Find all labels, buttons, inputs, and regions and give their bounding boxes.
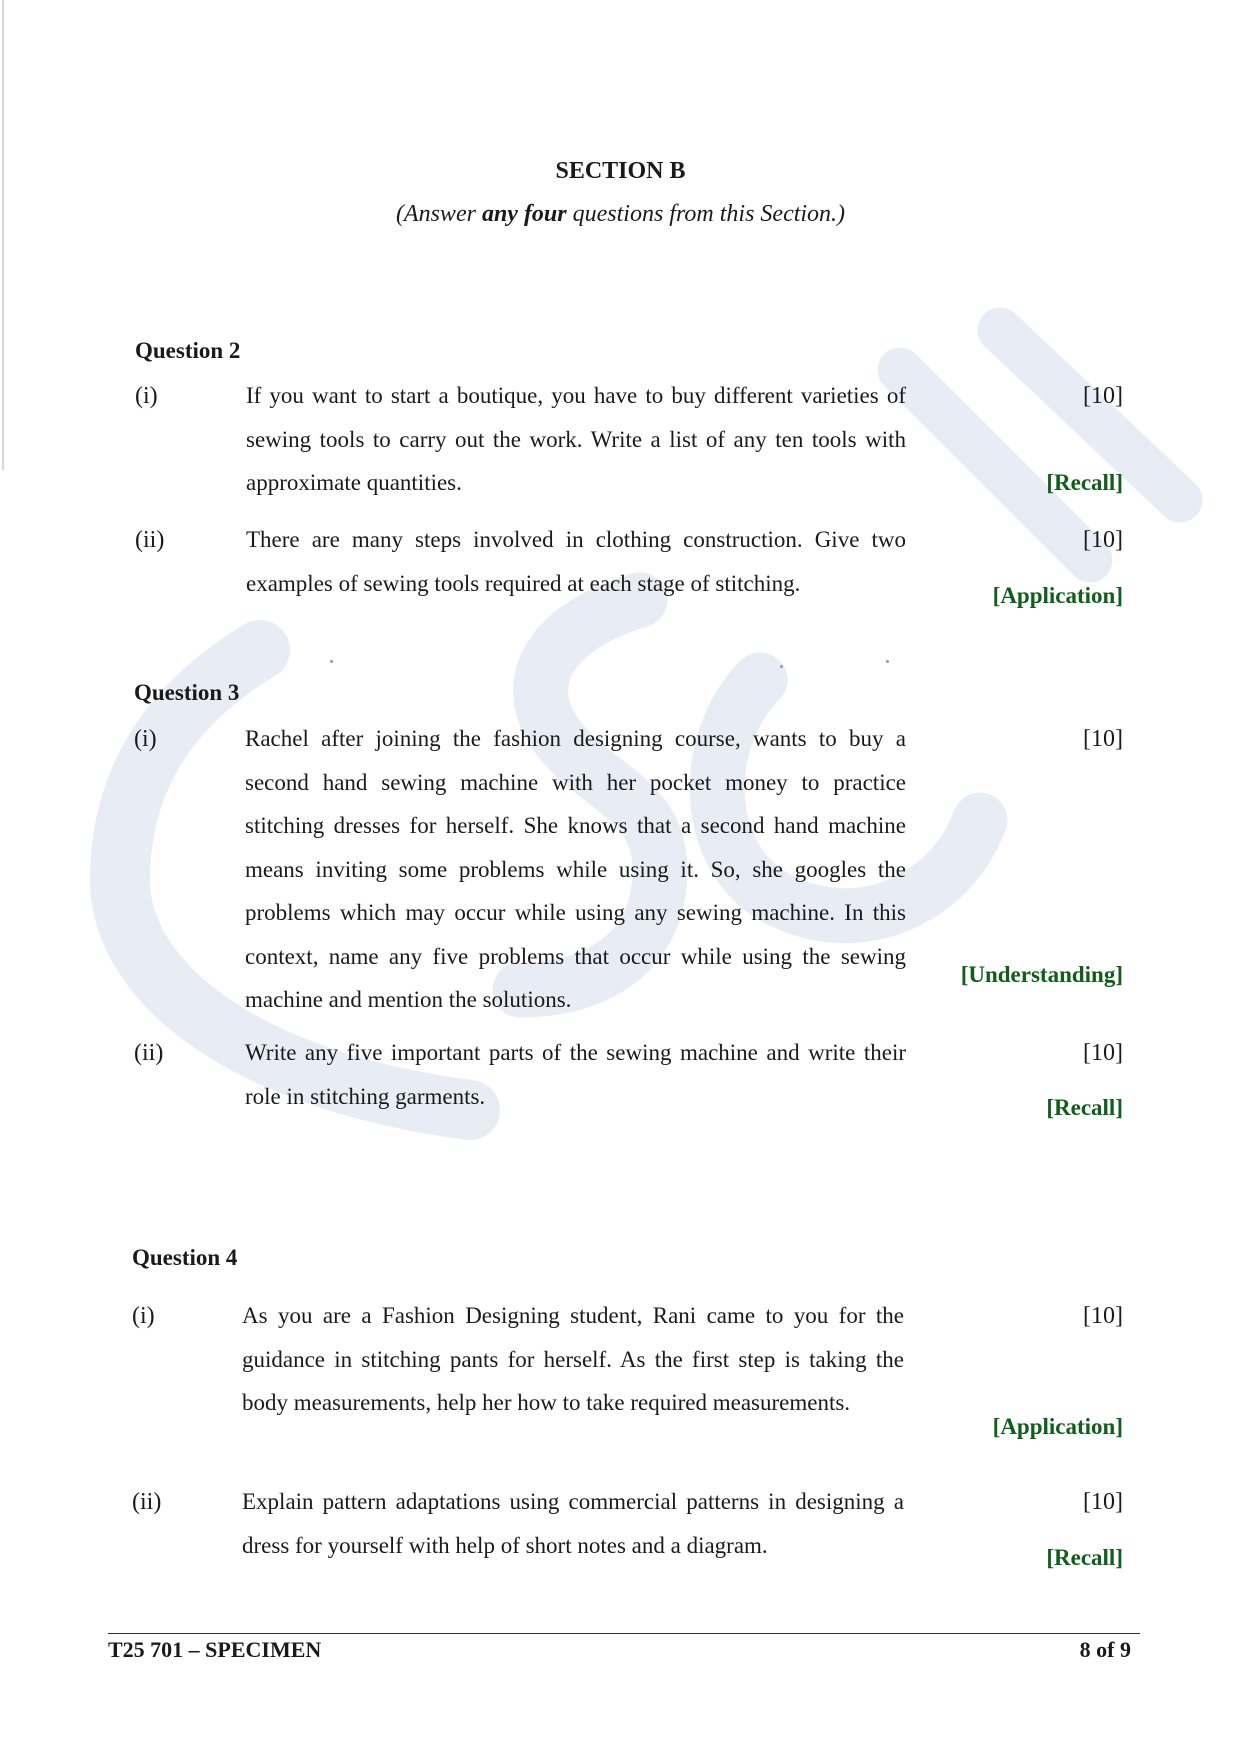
instruction-emphasis: any four xyxy=(481,201,567,227)
marks: [10] xyxy=(1083,383,1123,409)
cognitive-tag: [Application] xyxy=(992,1414,1123,1439)
section-title: SECTION B xyxy=(555,158,686,184)
question-text: Explain pattern adaptations using commercial patterns in designing a dress for yourself with help of short notes and a diagram. xyxy=(242,1489,904,1558)
page-edge-line xyxy=(2,0,4,470)
question-text: Write any five important parts of the sewing machine and write their role in stitching garments. xyxy=(245,1040,906,1109)
paper-code: T25 701 – SPECIMEN xyxy=(108,1637,322,1662)
question-3-title: Question 3 xyxy=(134,680,240,705)
cognitive-tag: [Application] xyxy=(992,583,1123,608)
question-4-title: Question 4 xyxy=(132,1245,238,1270)
page-number: 8 of 9 xyxy=(1079,1637,1131,1662)
watermark-stroke xyxy=(900,330,1180,560)
marks: [10] xyxy=(1083,1489,1123,1515)
question-text: There are many steps involved in clothing construction. Give two examples of sewing tools required at each stage of stitching. xyxy=(246,527,906,596)
part-number: (i) xyxy=(134,726,157,752)
cognitive-tag: [Understanding] xyxy=(960,962,1123,987)
cognitive-tag: [Recall] xyxy=(1046,470,1123,495)
question-text: As you are a Fashion Designing student, Rani came to you for the guidance in stitching pants for herself. As the first step is taking the body measurements, help her how to take required measurements. xyxy=(242,1303,904,1415)
instruction-prefix: (Answer xyxy=(395,201,482,227)
part-number: (ii) xyxy=(135,527,165,553)
part-number: (i) xyxy=(135,383,158,409)
question-2-title: Question 2 xyxy=(135,338,241,363)
part-number: (ii) xyxy=(132,1489,162,1515)
cognitive-tag: [Recall] xyxy=(1046,1545,1123,1570)
marks: [10] xyxy=(1083,1303,1123,1329)
instruction-suffix: questions from this Section.) xyxy=(566,201,846,227)
scan-speck xyxy=(780,665,783,668)
section-instruction xyxy=(0,201,1241,228)
cognitive-tag: [Recall] xyxy=(1046,1095,1123,1120)
footer-divider xyxy=(108,1633,1140,1634)
marks: [10] xyxy=(1083,1040,1123,1066)
marks: [10] xyxy=(1083,726,1123,752)
part-number: (ii) xyxy=(134,1040,164,1066)
scan-speck xyxy=(886,660,889,663)
marks: [10] xyxy=(1083,527,1123,553)
scan-speck xyxy=(330,660,333,663)
question-text: Rachel after joining the fashion designing course, wants to buy a second hand sewing machine with her pocket money to practice stitching dresses for herself. She knows that a second hand machine means inviting some problems while using it. So, she googles the problems which may occur while using any sewing machine. In this context, name any five problems that occur while using the sewing machine and mention the solutions. xyxy=(245,726,906,1012)
part-number: (i) xyxy=(132,1303,155,1329)
question-text: If you want to start a boutique, you have to buy different varieties of sewing tools to carry out the work. Write a list of any ten tools with approximate quantities. xyxy=(246,383,906,495)
